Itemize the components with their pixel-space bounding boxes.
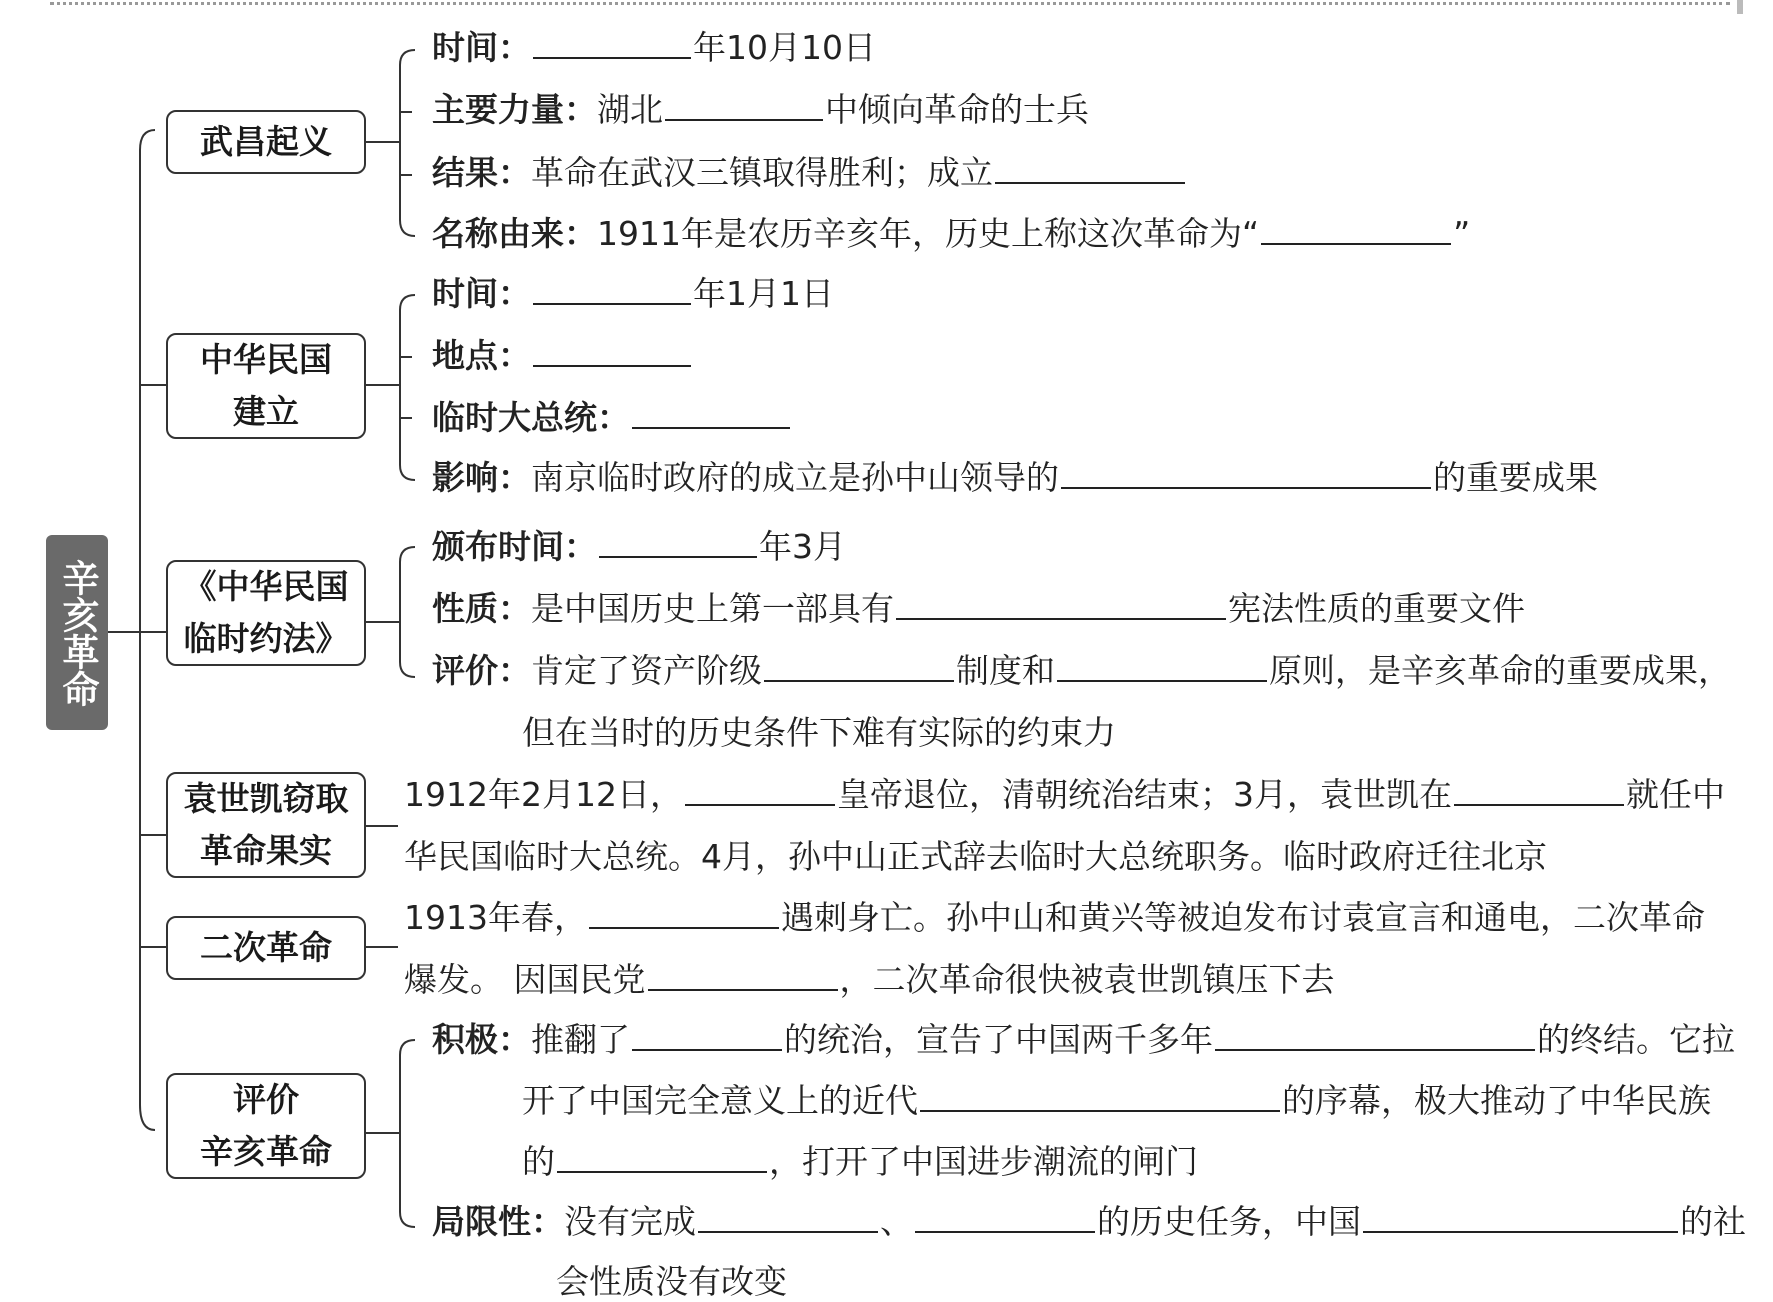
line-label: 局限性： xyxy=(432,1202,564,1241)
fill-blank xyxy=(1057,654,1267,682)
fill-blank xyxy=(632,401,790,429)
line-text: 遇刺身亡。孙中山和黄兴等被迫发布讨袁宣言和通电，二次革命 xyxy=(780,898,1705,937)
root-label: 辛亥革命 xyxy=(56,558,99,707)
line-text: 制度和 xyxy=(956,651,1055,690)
line-text: 开了中国完全意义上的近代 xyxy=(522,1081,918,1120)
wuchang-name-line xyxy=(432,214,1470,254)
fill-blank xyxy=(1215,1023,1535,1051)
line-label: 评价： xyxy=(432,651,531,690)
line-text: 的重要成果 xyxy=(1433,458,1598,497)
line-label: 地点： xyxy=(432,336,531,375)
line-text: 宪法性质的重要文件 xyxy=(1228,589,1525,628)
fill-blank xyxy=(1061,461,1431,489)
line-label: 主要力量： xyxy=(432,90,597,129)
fill-blank xyxy=(589,901,779,929)
wuchang-result-line xyxy=(432,153,1187,193)
node-title: 二次革命 xyxy=(200,928,332,967)
line-label: 性质： xyxy=(432,589,531,628)
second-line-2 xyxy=(404,960,1335,1000)
fill-blank xyxy=(533,339,691,367)
evaluation-limitation-line-2 xyxy=(556,1262,787,1302)
node-evaluation xyxy=(166,1073,366,1179)
line-text: 华民国临时大总统。4月，孙中山正式辞去临时大总统职务。临时政府迁往北京 xyxy=(404,837,1547,876)
node-yuan-usurpation xyxy=(166,772,366,878)
line-text: 皇帝退位，清朝统治结束；3月，袁世凯在 xyxy=(836,775,1452,814)
line-text: 年3月 xyxy=(759,527,846,566)
line-text: 中倾向革命的士兵 xyxy=(825,90,1089,129)
line-text: 1913年春， xyxy=(404,898,587,937)
node-title: 建立 xyxy=(233,392,299,431)
fill-blank xyxy=(533,277,691,305)
fill-blank xyxy=(995,156,1185,184)
line-label: 积极： xyxy=(432,1020,531,1059)
roc-president-line xyxy=(432,398,792,438)
line-label: 时间： xyxy=(432,274,531,313)
fill-blank xyxy=(920,1084,1280,1112)
fill-blank xyxy=(896,592,1226,620)
evaluation-limitation-line xyxy=(432,1202,1746,1242)
yuan-line-1 xyxy=(404,775,1725,815)
line-text: 的历史任务，中国 xyxy=(1097,1202,1361,1241)
fill-blank xyxy=(698,1205,878,1233)
line-text: 的统治，宣告了中国两千多年 xyxy=(784,1020,1213,1059)
line-text: 会性质没有改变 xyxy=(556,1262,787,1301)
line-text: ，打开了中国进步潮流的闸门 xyxy=(769,1142,1198,1181)
fill-blank xyxy=(632,1023,782,1051)
fill-blank xyxy=(648,963,838,991)
node-title: 《中华民国 xyxy=(183,567,349,606)
fill-blank xyxy=(1363,1205,1678,1233)
constitution-nature-line xyxy=(432,589,1525,629)
fill-blank xyxy=(915,1205,1095,1233)
node-title: 中华民国 xyxy=(200,340,332,379)
line-label: 时间： xyxy=(432,28,531,67)
line-text: 的终结。它拉 xyxy=(1537,1020,1735,1059)
node-title: 袁世凯窃取 xyxy=(183,779,349,818)
line-text: ，二次革命很快被袁世凯镇压下去 xyxy=(839,960,1335,999)
constitution-eval-line xyxy=(432,651,1731,691)
fill-blank xyxy=(1454,778,1624,806)
line-text: 南京临时政府的成立是孙中山领导的 xyxy=(531,458,1059,497)
evaluation-positive-line-3 xyxy=(522,1142,1198,1182)
line-text: ” xyxy=(1453,214,1471,253)
line-label: 名称由来： xyxy=(432,214,597,253)
yuan-line-2 xyxy=(404,837,1547,877)
roc-effect-line xyxy=(432,458,1598,498)
evaluation-positive-line xyxy=(432,1020,1735,1060)
root-node xyxy=(46,535,108,730)
line-label: 影响： xyxy=(432,458,531,497)
second-line-1 xyxy=(404,898,1705,938)
line-text: 推翻了 xyxy=(531,1020,630,1059)
line-label: 颁布时间： xyxy=(432,527,597,566)
fill-blank xyxy=(557,1145,767,1173)
node-title: 革命果实 xyxy=(200,831,332,870)
line-text: 肯定了资产阶级 xyxy=(531,651,762,690)
line-text: 但在当时的历史条件下难有实际的约束力 xyxy=(522,713,1116,752)
fill-blank xyxy=(599,530,757,558)
roc-place-line xyxy=(432,336,693,376)
fill-blank xyxy=(665,93,823,121)
node-roc-founding xyxy=(166,333,366,439)
node-title: 临时约法》 xyxy=(183,619,349,658)
line-text: 原则，是辛亥革命的重要成果， xyxy=(1269,651,1731,690)
line-text: 没有完成 xyxy=(564,1202,696,1241)
node-second-revolution xyxy=(166,916,366,980)
wuchang-time-line xyxy=(432,28,876,68)
line-text: 年10月10日 xyxy=(693,28,876,67)
line-label: 临时大总统： xyxy=(432,398,630,437)
constitution-eval-line-2 xyxy=(522,713,1116,753)
evaluation-positive-line-2 xyxy=(522,1081,1711,1121)
constitution-date-line xyxy=(432,527,846,567)
line-label: 结果： xyxy=(432,153,531,192)
fill-blank xyxy=(685,778,835,806)
line-text: 就任中 xyxy=(1625,775,1725,814)
line-text: 1911年是农历辛亥年，历史上称这次革命为“ xyxy=(597,214,1260,253)
line-text: 、 xyxy=(880,1202,913,1241)
line-text: 的 xyxy=(522,1142,555,1181)
roc-time-line xyxy=(432,274,834,314)
line-text: 是中国历史上第一部具有 xyxy=(531,589,894,628)
line-text: 年1月1日 xyxy=(693,274,834,313)
line-text: 1912年2月12日， xyxy=(404,775,683,814)
node-title: 武昌起义 xyxy=(200,122,332,161)
line-text: 的序幕，极大推动了中华民族 xyxy=(1282,1081,1711,1120)
node-wuchang-uprising xyxy=(166,110,366,174)
fill-blank xyxy=(764,654,954,682)
wuchang-force-line xyxy=(432,90,1089,130)
node-title: 辛亥革命 xyxy=(200,1132,332,1171)
line-text: 爆发。 因国民党 xyxy=(404,960,646,999)
line-text: 的社 xyxy=(1680,1202,1746,1241)
fill-blank xyxy=(533,31,691,59)
fill-blank xyxy=(1261,217,1451,245)
node-provisional-constitution xyxy=(166,560,366,666)
line-text: 革命在武汉三镇取得胜利；成立 xyxy=(531,153,993,192)
node-title: 评价 xyxy=(233,1080,299,1119)
line-text: 湖北 xyxy=(597,90,663,129)
